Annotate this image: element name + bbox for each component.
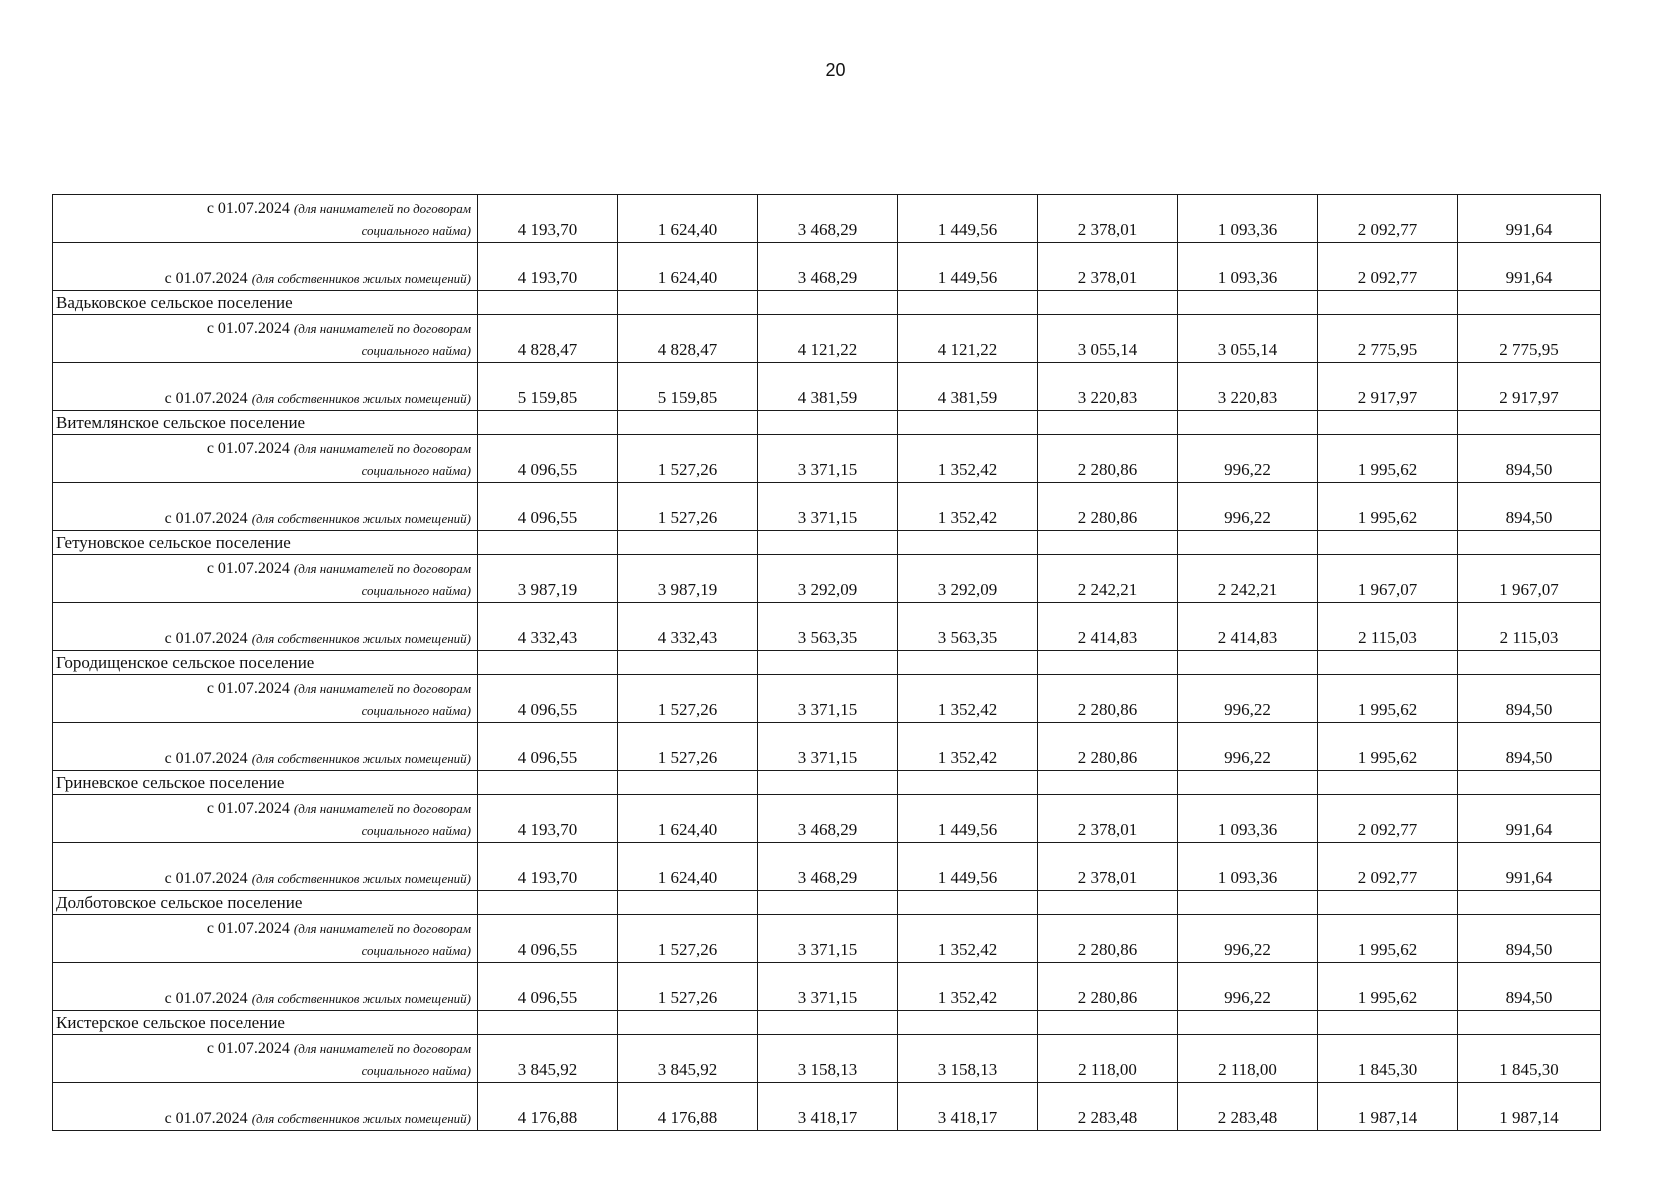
tariff-value-cell: 4 096,55: [478, 675, 618, 723]
empty-cell: [1038, 651, 1178, 675]
tariff-value-cell: 1 527,26: [618, 723, 758, 771]
tariff-value-cell: 3 987,19: [618, 555, 758, 603]
tariff-value-cell: 2 118,00: [1178, 1035, 1318, 1083]
tariff-value-cell: 1 527,26: [618, 435, 758, 483]
effective-date: с 01.07.2024: [164, 990, 248, 1007]
tariff-value-cell: 4 096,55: [478, 483, 618, 531]
tariff-value-cell: 3 563,35: [898, 603, 1038, 651]
tariff-value-cell: 996,22: [1178, 963, 1318, 1011]
table-row-tenants: [53, 915, 1601, 963]
empty-cell: [1178, 891, 1318, 915]
tariff-value-cell: 2 118,00: [1038, 1035, 1178, 1083]
tenant-note-line1: (для нанимателей по договорам: [293, 681, 471, 696]
tariff-value-cell: 5 159,85: [478, 363, 618, 411]
tenant-note-line2: социального найма): [361, 463, 471, 478]
row-label-owners: [53, 363, 478, 411]
table-row-tenants: [53, 315, 1601, 363]
empty-cell: [478, 771, 618, 795]
row-label-tenants: [53, 435, 478, 483]
tariff-value-cell: 1 624,40: [618, 843, 758, 891]
row-label-tenants: [53, 195, 478, 243]
table-row-owners: [53, 1083, 1601, 1131]
tariff-value-cell: 1 845,30: [1318, 1035, 1458, 1083]
tenant-note-line1: (для нанимателей по договорам: [293, 441, 471, 456]
empty-cell: [898, 531, 1038, 555]
tariff-value-cell: 1 624,40: [618, 195, 758, 243]
tariff-table-body: [53, 195, 1601, 1131]
settlement-name: Вадьковское сельское поселение: [53, 291, 478, 315]
tariff-value-cell: 996,22: [1178, 675, 1318, 723]
tariff-value-cell: 2 092,77: [1318, 243, 1458, 291]
empty-cell: [478, 891, 618, 915]
empty-cell: [1458, 651, 1601, 675]
tariff-value-cell: 3 468,29: [758, 843, 898, 891]
row-label-tenants: [53, 555, 478, 603]
tariff-value-cell: 3 371,15: [758, 963, 898, 1011]
empty-cell: [758, 771, 898, 795]
tariff-value-cell: 4 381,59: [758, 363, 898, 411]
tenant-note-line1: (для нанимателей по договорам: [293, 201, 471, 216]
table-row-tenants: [53, 1035, 1601, 1083]
settlement-name: Долботовское сельское поселение: [53, 891, 478, 915]
tariff-value-cell: 2 280,86: [1038, 723, 1178, 771]
tariff-value-cell: 4 193,70: [478, 795, 618, 843]
tariff-value-cell: 3 055,14: [1038, 315, 1178, 363]
row-label-tenants: [53, 915, 478, 963]
tariff-value-cell: 996,22: [1178, 483, 1318, 531]
empty-cell: [1458, 531, 1601, 555]
empty-cell: [1318, 891, 1458, 915]
tariff-value-cell: 1 352,42: [898, 435, 1038, 483]
tariff-value-cell: 996,22: [1178, 435, 1318, 483]
tenant-note-line2: социального найма): [361, 703, 471, 718]
owner-note: (для собственников жилых помещений): [251, 751, 471, 766]
tenant-note-line1: (для нанимателей по договорам: [293, 921, 471, 936]
tariff-value-cell: 894,50: [1458, 723, 1601, 771]
page-number: 20: [825, 60, 846, 80]
effective-date: с 01.07.2024: [164, 270, 248, 287]
tariff-value-cell: 2 414,83: [1178, 603, 1318, 651]
table-row-tenants: [53, 555, 1601, 603]
effective-date: с 01.07.2024: [206, 920, 290, 937]
tariff-value-cell: 3 220,83: [1038, 363, 1178, 411]
tariff-value-cell: 1 527,26: [618, 915, 758, 963]
table-row-section: [53, 531, 1601, 555]
tariff-value-cell: 1 352,42: [898, 915, 1038, 963]
table-row-owners: [53, 483, 1601, 531]
tariff-value-cell: 1 995,62: [1318, 675, 1458, 723]
tariff-value-cell: 1 352,42: [898, 483, 1038, 531]
effective-date: с 01.07.2024: [206, 440, 290, 457]
tariff-value-cell: 2 115,03: [1458, 603, 1601, 651]
empty-cell: [1318, 771, 1458, 795]
empty-cell: [478, 531, 618, 555]
empty-cell: [898, 411, 1038, 435]
empty-cell: [1318, 531, 1458, 555]
empty-cell: [1178, 411, 1318, 435]
empty-cell: [1178, 291, 1318, 315]
tenant-note-line2: социального найма): [361, 1063, 471, 1078]
tariff-value-cell: 2 280,86: [1038, 435, 1178, 483]
tariff-value-cell: 2 378,01: [1038, 795, 1178, 843]
tenant-note-line2: социального найма): [361, 823, 471, 838]
empty-cell: [1038, 531, 1178, 555]
empty-cell: [1178, 771, 1318, 795]
tenant-note-line1: (для нанимателей по договорам: [293, 801, 471, 816]
tariff-value-cell: 1 967,07: [1458, 555, 1601, 603]
empty-cell: [758, 531, 898, 555]
tenant-note-line2: социального найма): [361, 343, 471, 358]
table-row-owners: [53, 723, 1601, 771]
empty-cell: [1318, 651, 1458, 675]
tariff-value-cell: 3 371,15: [758, 435, 898, 483]
owner-note: (для собственников жилых помещений): [251, 511, 471, 526]
settlement-name: Кистерское сельское поселение: [53, 1011, 478, 1035]
tariff-value-cell: 2 917,97: [1458, 363, 1601, 411]
tariff-value-cell: 4 381,59: [898, 363, 1038, 411]
empty-cell: [1038, 891, 1178, 915]
tariff-value-cell: 996,22: [1178, 723, 1318, 771]
tariff-value-cell: 3 292,09: [898, 555, 1038, 603]
tariff-value-cell: 4 193,70: [478, 195, 618, 243]
tenant-note-line1: (для нанимателей по договорам: [293, 1041, 471, 1056]
empty-cell: [758, 1011, 898, 1035]
empty-cell: [1318, 1011, 1458, 1035]
settlement-name: Витемлянское сельское поселение: [53, 411, 478, 435]
tenant-note-line1: (для нанимателей по договорам: [293, 561, 471, 576]
effective-date: с 01.07.2024: [164, 630, 248, 647]
tariff-value-cell: 1 352,42: [898, 723, 1038, 771]
tariff-value-cell: 4 828,47: [478, 315, 618, 363]
tariff-value-cell: 3 845,92: [478, 1035, 618, 1083]
settlement-name: Городищенское сельское поселение: [53, 651, 478, 675]
tariff-value-cell: 1 093,36: [1178, 195, 1318, 243]
settlement-name: Гетуновское сельское поселение: [53, 531, 478, 555]
tariff-value-cell: 2 283,48: [1178, 1083, 1318, 1131]
empty-cell: [1038, 771, 1178, 795]
table-row-tenants: [53, 795, 1601, 843]
tariff-value-cell: 2 775,95: [1318, 315, 1458, 363]
tariff-value-cell: 2 280,86: [1038, 675, 1178, 723]
empty-cell: [1318, 291, 1458, 315]
empty-cell: [618, 891, 758, 915]
table-row-section: [53, 891, 1601, 915]
effective-date: с 01.07.2024: [206, 560, 290, 577]
row-label-tenants: [53, 675, 478, 723]
tariff-value-cell: 1 967,07: [1318, 555, 1458, 603]
tariff-value-cell: 5 159,85: [618, 363, 758, 411]
row-label-tenants: [53, 1035, 478, 1083]
tenant-note-line2: социального найма): [361, 223, 471, 238]
empty-cell: [618, 1011, 758, 1035]
table-row-owners: [53, 243, 1601, 291]
tariff-value-cell: 2 414,83: [1038, 603, 1178, 651]
empty-cell: [1178, 651, 1318, 675]
empty-cell: [618, 771, 758, 795]
table-row-section: [53, 651, 1601, 675]
empty-cell: [898, 1011, 1038, 1035]
tariff-value-cell: 1 987,14: [1458, 1083, 1601, 1131]
effective-date: с 01.07.2024: [164, 1110, 248, 1127]
tariff-value-cell: 894,50: [1458, 435, 1601, 483]
tariff-value-cell: 4 176,88: [618, 1083, 758, 1131]
tariff-value-cell: 991,64: [1458, 843, 1601, 891]
owner-note: (для собственников жилых помещений): [251, 391, 471, 406]
owner-note: (для собственников жилых помещений): [251, 871, 471, 886]
owner-note: (для собственников жилых помещений): [251, 1111, 471, 1126]
tariff-value-cell: 1 449,56: [898, 195, 1038, 243]
tariff-value-cell: 996,22: [1178, 915, 1318, 963]
row-label-tenants: [53, 795, 478, 843]
effective-date: с 01.07.2024: [164, 870, 248, 887]
table-row-tenants: [53, 195, 1601, 243]
tariff-value-cell: 3 158,13: [758, 1035, 898, 1083]
tariff-value-cell: 4 096,55: [478, 963, 618, 1011]
empty-cell: [1458, 1011, 1601, 1035]
tariff-value-cell: 3 468,29: [758, 195, 898, 243]
tariff-value-cell: 1 449,56: [898, 243, 1038, 291]
row-label-owners: [53, 483, 478, 531]
row-label-owners: [53, 243, 478, 291]
tariff-value-cell: 2 242,21: [1178, 555, 1318, 603]
tariff-value-cell: 3 220,83: [1178, 363, 1318, 411]
tenant-note-line2: социального найма): [361, 583, 471, 598]
tariff-value-cell: 991,64: [1458, 195, 1601, 243]
tariff-value-cell: 3 371,15: [758, 915, 898, 963]
tariff-value-cell: 1 352,42: [898, 675, 1038, 723]
tariff-value-cell: 894,50: [1458, 675, 1601, 723]
empty-cell: [1458, 291, 1601, 315]
tariff-table: [52, 194, 1601, 1131]
effective-date: с 01.07.2024: [164, 750, 248, 767]
tariff-value-cell: 1 093,36: [1178, 243, 1318, 291]
tariff-value-cell: 4 096,55: [478, 915, 618, 963]
empty-cell: [618, 411, 758, 435]
owner-note: (для собственников жилых помещений): [251, 271, 471, 286]
table-row-owners: [53, 603, 1601, 651]
effective-date: с 01.07.2024: [206, 680, 290, 697]
tariff-value-cell: 4 193,70: [478, 843, 618, 891]
empty-cell: [898, 651, 1038, 675]
tariff-value-cell: 1 995,62: [1318, 435, 1458, 483]
tariff-value-cell: 3 468,29: [758, 795, 898, 843]
effective-date: с 01.07.2024: [206, 800, 290, 817]
empty-cell: [898, 891, 1038, 915]
effective-date: с 01.07.2024: [206, 1040, 290, 1057]
empty-cell: [1178, 1011, 1318, 1035]
empty-cell: [1038, 411, 1178, 435]
table-row-section: [53, 771, 1601, 795]
effective-date: с 01.07.2024: [206, 200, 290, 217]
tariff-value-cell: 1 093,36: [1178, 795, 1318, 843]
tariff-value-cell: 4 096,55: [478, 435, 618, 483]
empty-cell: [1458, 891, 1601, 915]
tariff-value-cell: 2 378,01: [1038, 195, 1178, 243]
tariff-value-cell: 1 995,62: [1318, 723, 1458, 771]
tariff-value-cell: 3 418,17: [898, 1083, 1038, 1131]
tariff-value-cell: 1 527,26: [618, 963, 758, 1011]
empty-cell: [898, 291, 1038, 315]
empty-cell: [618, 531, 758, 555]
table-row-owners: [53, 843, 1601, 891]
tariff-value-cell: 2 280,86: [1038, 483, 1178, 531]
tariff-value-cell: 4 332,43: [618, 603, 758, 651]
table-row-section: [53, 1011, 1601, 1035]
tariff-value-cell: 3 055,14: [1178, 315, 1318, 363]
tariff-value-cell: 1 527,26: [618, 675, 758, 723]
empty-cell: [758, 411, 898, 435]
row-label-owners: [53, 843, 478, 891]
table-row-section: [53, 291, 1601, 315]
tariff-value-cell: 1 624,40: [618, 795, 758, 843]
tariff-value-cell: 1 845,30: [1458, 1035, 1601, 1083]
empty-cell: [898, 771, 1038, 795]
tariff-value-cell: 2 283,48: [1038, 1083, 1178, 1131]
tariff-value-cell: 2 242,21: [1038, 555, 1178, 603]
tariff-value-cell: 1 624,40: [618, 243, 758, 291]
tariff-value-cell: 1 995,62: [1318, 483, 1458, 531]
tariff-value-cell: 1 995,62: [1318, 963, 1458, 1011]
tariff-value-cell: 2 092,77: [1318, 195, 1458, 243]
empty-cell: [1458, 411, 1601, 435]
empty-cell: [478, 291, 618, 315]
tenant-note-line1: (для нанимателей по договорам: [293, 321, 471, 336]
tariff-value-cell: 1 527,26: [618, 483, 758, 531]
empty-cell: [618, 291, 758, 315]
tariff-value-cell: 3 418,17: [758, 1083, 898, 1131]
row-label-owners: [53, 723, 478, 771]
empty-cell: [758, 651, 898, 675]
tariff-value-cell: 4 193,70: [478, 243, 618, 291]
tariff-value-cell: 4 096,55: [478, 723, 618, 771]
tariff-value-cell: 4 121,22: [758, 315, 898, 363]
table-row-owners: [53, 963, 1601, 1011]
tariff-value-cell: 991,64: [1458, 243, 1601, 291]
tariff-value-cell: 3 563,35: [758, 603, 898, 651]
owner-note: (для собственников жилых помещений): [251, 991, 471, 1006]
tariff-value-cell: 1 449,56: [898, 795, 1038, 843]
tariff-value-cell: 3 845,92: [618, 1035, 758, 1083]
tariff-value-cell: 894,50: [1458, 915, 1601, 963]
row-label-owners: [53, 963, 478, 1011]
tariff-value-cell: 3 468,29: [758, 243, 898, 291]
tariff-value-cell: 2 092,77: [1318, 795, 1458, 843]
empty-cell: [1178, 531, 1318, 555]
tariff-value-cell: 2 378,01: [1038, 243, 1178, 291]
tariff-value-cell: 2 280,86: [1038, 963, 1178, 1011]
tariff-value-cell: 3 371,15: [758, 723, 898, 771]
empty-cell: [1458, 771, 1601, 795]
empty-cell: [1038, 291, 1178, 315]
effective-date: с 01.07.2024: [164, 510, 248, 527]
tariff-value-cell: 4 332,43: [478, 603, 618, 651]
tariff-value-cell: 3 371,15: [758, 675, 898, 723]
row-label-tenants: [53, 315, 478, 363]
tariff-value-cell: 1 987,14: [1318, 1083, 1458, 1131]
owner-note: (для собственников жилых помещений): [251, 631, 471, 646]
empty-cell: [758, 291, 898, 315]
tariff-value-cell: 2 378,01: [1038, 843, 1178, 891]
tariff-value-cell: 2 917,97: [1318, 363, 1458, 411]
tenant-note-line2: социального найма): [361, 943, 471, 958]
empty-cell: [1038, 1011, 1178, 1035]
table-row-tenants: [53, 675, 1601, 723]
empty-cell: [1318, 411, 1458, 435]
empty-cell: [618, 651, 758, 675]
tariff-value-cell: 3 371,15: [758, 483, 898, 531]
tariff-value-cell: 2 092,77: [1318, 843, 1458, 891]
row-label-owners: [53, 603, 478, 651]
tariff-value-cell: 991,64: [1458, 795, 1601, 843]
tariff-value-cell: 1 995,62: [1318, 915, 1458, 963]
tariff-value-cell: 3 987,19: [478, 555, 618, 603]
tariff-value-cell: 4 828,47: [618, 315, 758, 363]
tariff-value-cell: 894,50: [1458, 963, 1601, 1011]
effective-date: с 01.07.2024: [206, 320, 290, 337]
empty-cell: [478, 1011, 618, 1035]
table-row-section: [53, 411, 1601, 435]
tariff-value-cell: 1 352,42: [898, 963, 1038, 1011]
tariff-value-cell: 3 158,13: [898, 1035, 1038, 1083]
empty-cell: [758, 891, 898, 915]
tariff-value-cell: 894,50: [1458, 483, 1601, 531]
tariff-value-cell: 2 775,95: [1458, 315, 1601, 363]
tariff-value-cell: 4 176,88: [478, 1083, 618, 1131]
table-row-tenants: [53, 435, 1601, 483]
tariff-value-cell: 1 093,36: [1178, 843, 1318, 891]
row-label-owners: [53, 1083, 478, 1131]
tariff-value-cell: 2 280,86: [1038, 915, 1178, 963]
table-row-owners: [53, 363, 1601, 411]
empty-cell: [478, 411, 618, 435]
tariff-value-cell: 4 121,22: [898, 315, 1038, 363]
tariff-value-cell: 2 115,03: [1318, 603, 1458, 651]
settlement-name: Гриневское сельское поселение: [53, 771, 478, 795]
tariff-value-cell: 1 449,56: [898, 843, 1038, 891]
empty-cell: [478, 651, 618, 675]
tariff-value-cell: 3 292,09: [758, 555, 898, 603]
effective-date: с 01.07.2024: [164, 390, 248, 407]
